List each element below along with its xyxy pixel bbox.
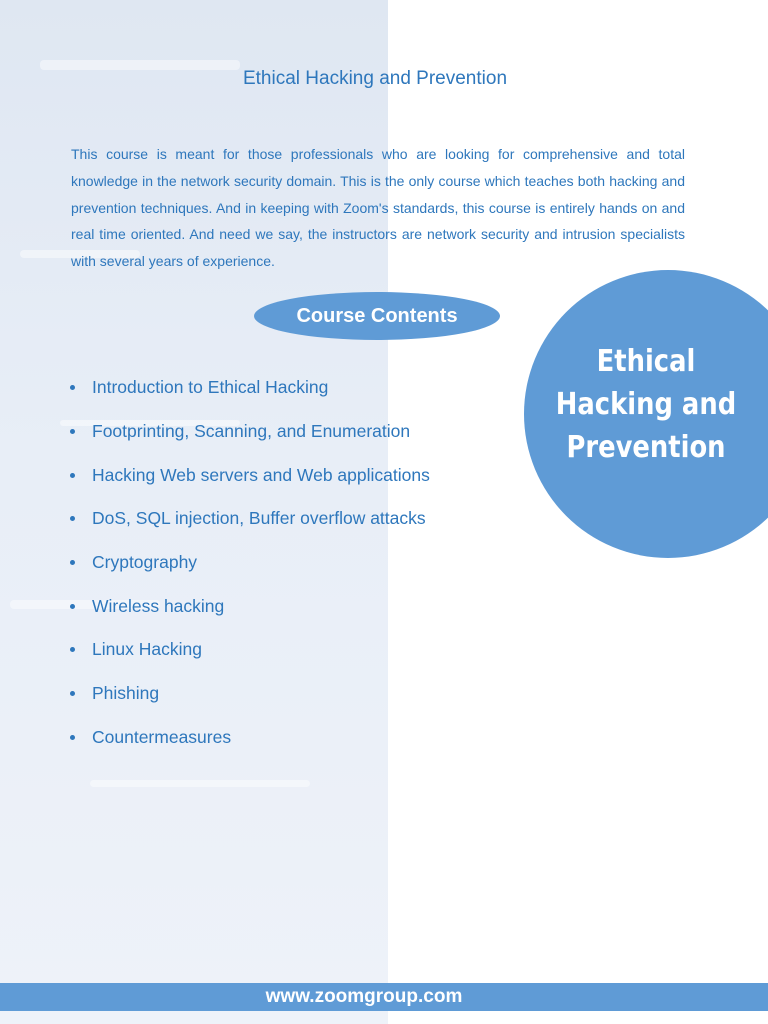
list-item	[70, 584, 430, 628]
list-item	[70, 366, 430, 410]
list-item	[70, 672, 430, 716]
course-contents-list	[70, 366, 430, 759]
list-item-label: DoS, SQL injection, Buffer overflow attacks	[92, 508, 426, 529]
list-item-label: Footprinting, Scanning, and Enumeration	[92, 421, 411, 442]
footer-bar	[0, 983, 768, 1011]
badge-line: Prevention	[566, 430, 726, 465]
footer-url-link[interactable]: www.zoomgroup.com	[265, 986, 463, 1007]
list-item-label: Phishing	[92, 683, 160, 704]
intro-paragraph: This course is meant for those professionals who are looking for comprehensive and total knowledge in the network security domain. This is the only course which teaches both hacking and prevention techniques. And in keeping with Zoom's standards, this course is entirely hands on and real time oriented. And need we say, the instructors are network security and intrusion specialists with several years of experience.	[71, 146, 685, 270]
bullet-icon	[70, 691, 75, 696]
list-item	[70, 453, 430, 497]
bullet-icon	[70, 516, 75, 521]
bullet-icon	[70, 385, 75, 390]
list-item-label: Linux Hacking	[92, 639, 202, 660]
list-item	[70, 410, 430, 454]
list-item	[70, 497, 430, 541]
bullet-icon	[70, 560, 75, 565]
bullet-icon	[70, 429, 75, 434]
bullet-icon	[70, 473, 75, 478]
list-item	[70, 628, 430, 672]
bullet-icon	[70, 647, 75, 652]
page-title: Ethical Hacking and Prevention	[242, 68, 508, 89]
badge-line: Hacking and	[555, 387, 737, 422]
bullet-icon	[70, 604, 75, 609]
bullet-icon	[70, 735, 75, 740]
course-contents-heading	[254, 292, 500, 340]
list-item-label: Wireless hacking	[92, 595, 225, 616]
list-item-label: Hacking Web servers and Web applications	[92, 464, 430, 485]
list-item-label: Countermeasures	[92, 726, 232, 747]
course-contents-label: Course Contents	[296, 304, 458, 327]
list-item	[70, 716, 430, 760]
list-item	[70, 541, 430, 585]
badge-line: Ethical	[596, 344, 696, 379]
list-item-label: Cryptography	[92, 552, 198, 573]
list-item-label: Introduction to Ethical Hacking	[92, 377, 329, 398]
title-badge-text	[545, 340, 748, 469]
